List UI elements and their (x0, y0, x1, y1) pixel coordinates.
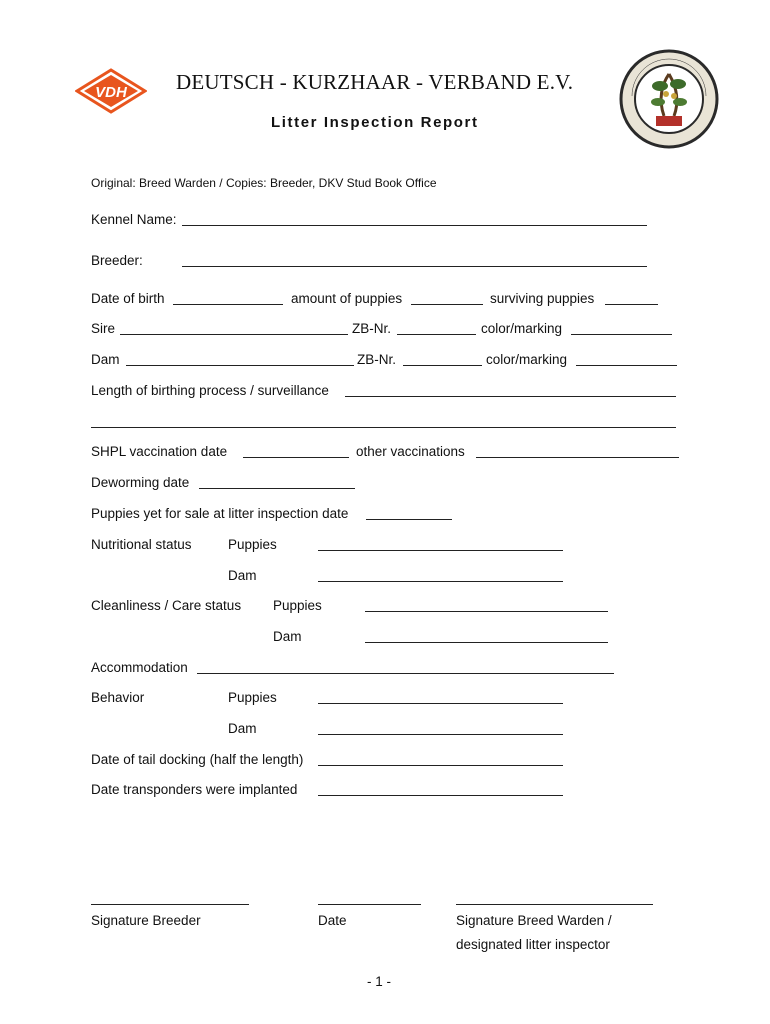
birthing-process-field-line2[interactable] (91, 427, 676, 428)
surviving-puppies-label: surviving puppies (490, 291, 595, 306)
signature-breeder-label: Signature Breeder (91, 913, 201, 928)
breeder-label: Breeder: (91, 253, 143, 268)
deworming-date-label: Deworming date (91, 475, 190, 490)
nutritional-puppies-label: Puppies (228, 537, 277, 552)
dam-field[interactable] (126, 365, 354, 366)
sire-color-marking-field[interactable] (571, 334, 672, 335)
page-title: Litter Inspection Report (271, 114, 479, 131)
birthing-process-label: Length of birthing process / surveillance (91, 383, 329, 398)
puppies-for-sale-field[interactable] (366, 519, 452, 520)
tail-docking-field[interactable] (318, 765, 563, 766)
dam-zb-nr-label: ZB-Nr. (357, 352, 396, 367)
sire-field[interactable] (120, 334, 348, 335)
sire-color-marking-label: color/marking (481, 321, 563, 336)
shpl-vaccination-field[interactable] (243, 457, 349, 458)
accommodation-label: Accommodation (91, 660, 188, 675)
puppies-for-sale-label: Puppies yet for sale at litter inspection date (91, 506, 349, 521)
dam-zb-nr-field[interactable] (403, 365, 482, 366)
surviving-puppies-field[interactable] (605, 304, 658, 305)
cleanliness-puppies-field[interactable] (365, 611, 608, 612)
dam-color-marking-field[interactable] (576, 365, 677, 366)
birthing-process-field[interactable] (345, 396, 676, 397)
behavior-dam-field[interactable] (318, 734, 563, 735)
organization-title: DEUTSCH - KURZHAAR - VERBAND E.V. (176, 70, 574, 94)
sire-zb-nr-label: ZB-Nr. (352, 321, 391, 336)
signature-inspector-label: designated litter inspector (456, 937, 610, 952)
amount-of-puppies-label: amount of puppies (291, 291, 403, 306)
behavior-puppies-label: Puppies (228, 690, 277, 705)
other-vaccinations-field[interactable] (476, 457, 679, 458)
signature-date-field[interactable] (318, 904, 421, 905)
cleanliness-dam-field[interactable] (365, 642, 608, 643)
svg-text:VDH: VDH (95, 84, 127, 101)
breeder-signature-field[interactable] (91, 904, 249, 905)
dam-color-marking-label: color/marking (486, 352, 568, 367)
shpl-vaccination-label: SHPL vaccination date (91, 444, 228, 459)
nutritional-status-label: Nutritional status (91, 537, 192, 552)
nutritional-dam-label: Dam (228, 568, 257, 583)
nutritional-puppies-field[interactable] (318, 550, 563, 551)
deworming-date-field[interactable] (199, 488, 355, 489)
distribution-note: Original: Breed Warden / Copies: Breeder, DKV Stud Book Office (91, 176, 437, 190)
dam-label: Dam (91, 352, 120, 367)
vdh-logo (75, 68, 147, 114)
behavior-dam-label: Dam (228, 721, 257, 736)
signature-date-label: Date (318, 913, 347, 928)
tail-docking-label: Date of tail docking (half the length) (91, 752, 304, 767)
kennel-name-label: Kennel Name: (91, 212, 177, 227)
signature-warden-label: Signature Breed Warden / (456, 913, 612, 928)
date-of-birth-field[interactable] (173, 304, 283, 305)
other-vaccinations-label: other vaccinations (356, 444, 465, 459)
breeder-field[interactable] (182, 266, 647, 267)
dkv-emblem (614, 44, 724, 154)
accommodation-field[interactable] (197, 673, 614, 674)
nutritional-dam-field[interactable] (318, 581, 563, 582)
date-of-birth-label: Date of birth (91, 291, 165, 306)
kennel-name-field[interactable] (182, 225, 647, 226)
transponders-label: Date transponders were implanted (91, 782, 298, 797)
transponders-field[interactable] (318, 795, 563, 796)
cleanliness-puppies-label: Puppies (273, 598, 322, 613)
behavior-puppies-field[interactable] (318, 703, 563, 704)
page-number: - 1 - (367, 974, 392, 989)
cleanliness-dam-label: Dam (273, 629, 302, 644)
warden-signature-field[interactable] (456, 904, 653, 905)
sire-label: Sire (91, 321, 116, 336)
amount-of-puppies-field[interactable] (411, 304, 483, 305)
sire-zb-nr-field[interactable] (397, 334, 476, 335)
behavior-label: Behavior (91, 690, 145, 705)
cleanliness-label: Cleanliness / Care status (91, 598, 242, 613)
